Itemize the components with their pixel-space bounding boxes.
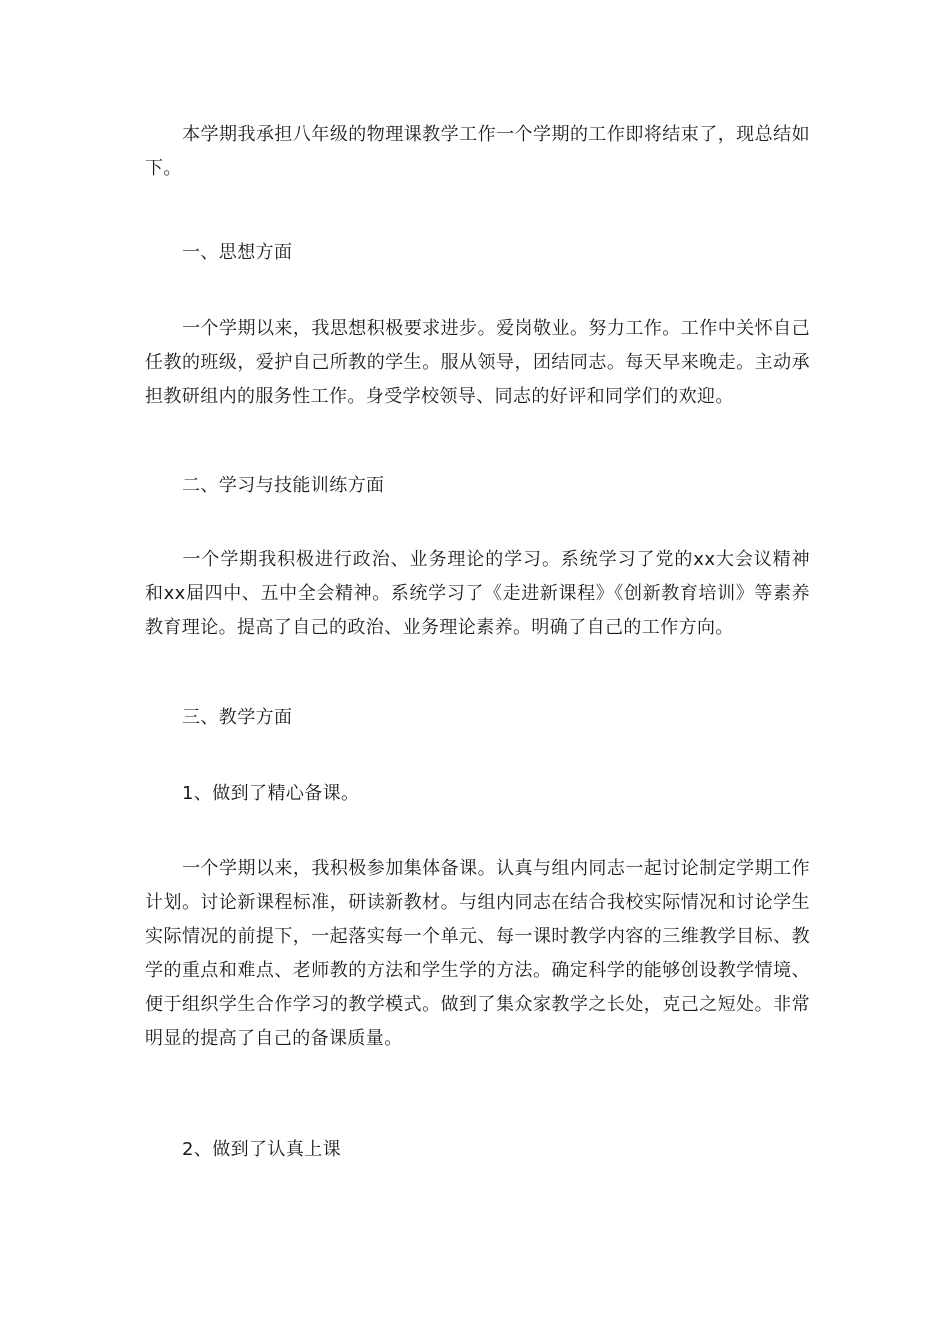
section-body-thought-text: 一个学期以来，我思想积极要求进步。爱岗敬业。努力工作。工作中关怀自己任教的班级，爱护自己所教的学生。服从领导，团结同志。每天早来晚走。主动承担教研组内的服务性工作。身受学校领导、同志的好评和同学们的欢迎。 <box>145 318 810 407</box>
section-body-study-text: 一个学期我积极进行政治、业务理论的学习。系统学习了党的xx大会议精神和xx届四中、五中全会精神。系统学习了《走进新课程》《创新教育培训》等素养教育理论。提高了自己的政治、业务理论素养。明确了自己的工作方向。 <box>145 549 810 638</box>
intro-paragraph <box>145 118 810 186</box>
section-body-thought <box>145 312 810 414</box>
section-heading-study: 二、学习与技能训练方面 <box>182 475 385 496</box>
section-heading-teaching: 三、教学方面 <box>182 707 293 728</box>
item-heading-prepare: 1、做到了精心备课。 <box>182 783 360 804</box>
section-body-study <box>145 543 810 645</box>
section-heading-thought: 一、思想方面 <box>182 242 293 263</box>
item-body-prepare-text: 一个学期以来，我积极参加集体备课。认真与组内同志一起讨论制定学期工作计划。讨论新课程标准，研读新教材。与组内同志在结合我校实际情况和讨论学生实际情况的前提下，一起落实每一个单元、每一课时教学内容的三维教学目标、教学的重点和难点、老师教的方法和学生学的方法。确定科学的能够创设教学情境、便于组织学生合作学习的教学模式。做到了集众家教学之长处，克己之短处。非常明显的提高了自己的备课质量。 <box>145 858 810 1049</box>
item-heading-class: 2、做到了认真上课 <box>182 1139 342 1160</box>
intro-text: 本学期我承担八年级的物理课教学工作一个学期的工作即将结束了，现总结如下。 <box>145 124 810 179</box>
item-body-prepare <box>145 852 810 1056</box>
